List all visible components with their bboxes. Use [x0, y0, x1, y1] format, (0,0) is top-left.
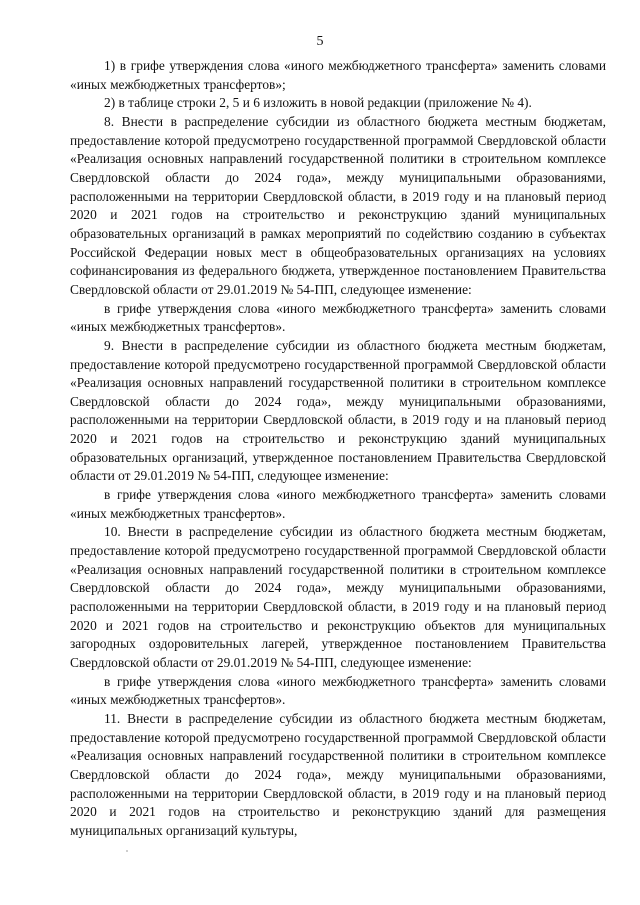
paragraph-section-11: 11. Внести в распределение субсидии из областного бюджета местным бюджетам, предоставление которой предусмотрено государственной программой Свердловской области «Реализация основных направлений государственной политики в строительном комплексе Свердловской области до 2024 года», между муниципальными образованиями, расположенными на территории Свердловской области, в 2019 году и на плановый период 2020 и 2021 годов на строительство и реконструкцию зданий для размещения муниципальных организаций культуры,	[70, 710, 606, 838]
paragraph-section-8-change: в грифе утверждения слова «иного межбюджетного трансферта» заменить словами «иных межбюджетных трансфертов».	[70, 300, 606, 335]
paragraph-item-1: 1) в грифе утверждения слова «иного межбюджетного трансферта» заменить словами «иных межбюджетных трансфертов»;	[70, 58, 606, 92]
paragraph-item-2: 2) в таблице строки 2, 5 и 6 изложить в новой редакции (приложение № 4).	[104, 95, 532, 111]
paragraph-section-9: 9. Внести в распределение субсидии из областного бюджета местным бюджетам, предоставление которой предусмотрено государственной программой Свердловской области «Реализация основных направлений государственной политики в строительном комплексе Свердловской области до 2024 года», между муниципальными образованиями, расположенными на территории Свердловской области, в 2019 году и на плановый период 2020 и 2021 годов на строительство и реконструкцию зданий муниципальных образовательных организаций, утвержденное постановлением Правительства Свердловской области от 29.01.2019 № 54-ПП, следующее изменение:	[70, 337, 606, 484]
paragraph-section-10: 10. Внести в распределение субсидии из областного бюджета местным бюджетам, предоставление которой предусмотрено государственной программой Свердловской области «Реализация основных направлений государственной политики в строительном комплексе Свердловской области до 2024 года», между муниципальными образованиями, расположенными на территории Свердловской области, в 2019 году и на плановый период 2020 и 2021 годов на строительство и реконструкцию объектов для муниципальных загородных оздоровительных лагерей, утвержденное постановлением Правительства Свердловской области от 29.01.2019 № 54-ПП, следующее изменение:	[70, 524, 606, 670]
paragraph-section-9-change: в грифе утверждения слова «иного межбюджетного трансферта» заменить словами «иных межбюджетных трансфертов».	[70, 487, 606, 521]
page-number: 5	[316, 34, 324, 49]
paragraph-section-8: 8. Внести в распределение субсидии из областного бюджета местным бюджетам, предоставление которой предусмотрено государственной программой Свердловской области «Реализация основных направлений государственной политики в строительном комплексе Свердловской области до 2024 года», между муниципальными образованиями, расположенными на территории Свердловской области, в 2019 году и на плановый период 2020 и 2021 годов на строительство и реконструкцию зданий муниципальных образовательных организаций в рамках мероприятий по содействию созданию в субъектах Российской Федерации новых мест в общеобразовательных организациях на условиях софинансирования из федерального бюджета, утвержденное постановлением Правительства Свердловской области от 29.01.2019 № 54-ПП, следующее изменение:	[70, 113, 606, 297]
scan-speck	[126, 850, 128, 852]
paragraph-section-10-change: в грифе утверждения слова «иного межбюджетного трансферта» заменить словами «иных межбюджетных трансфертов».	[70, 673, 606, 708]
document-body	[70, 57, 606, 841]
